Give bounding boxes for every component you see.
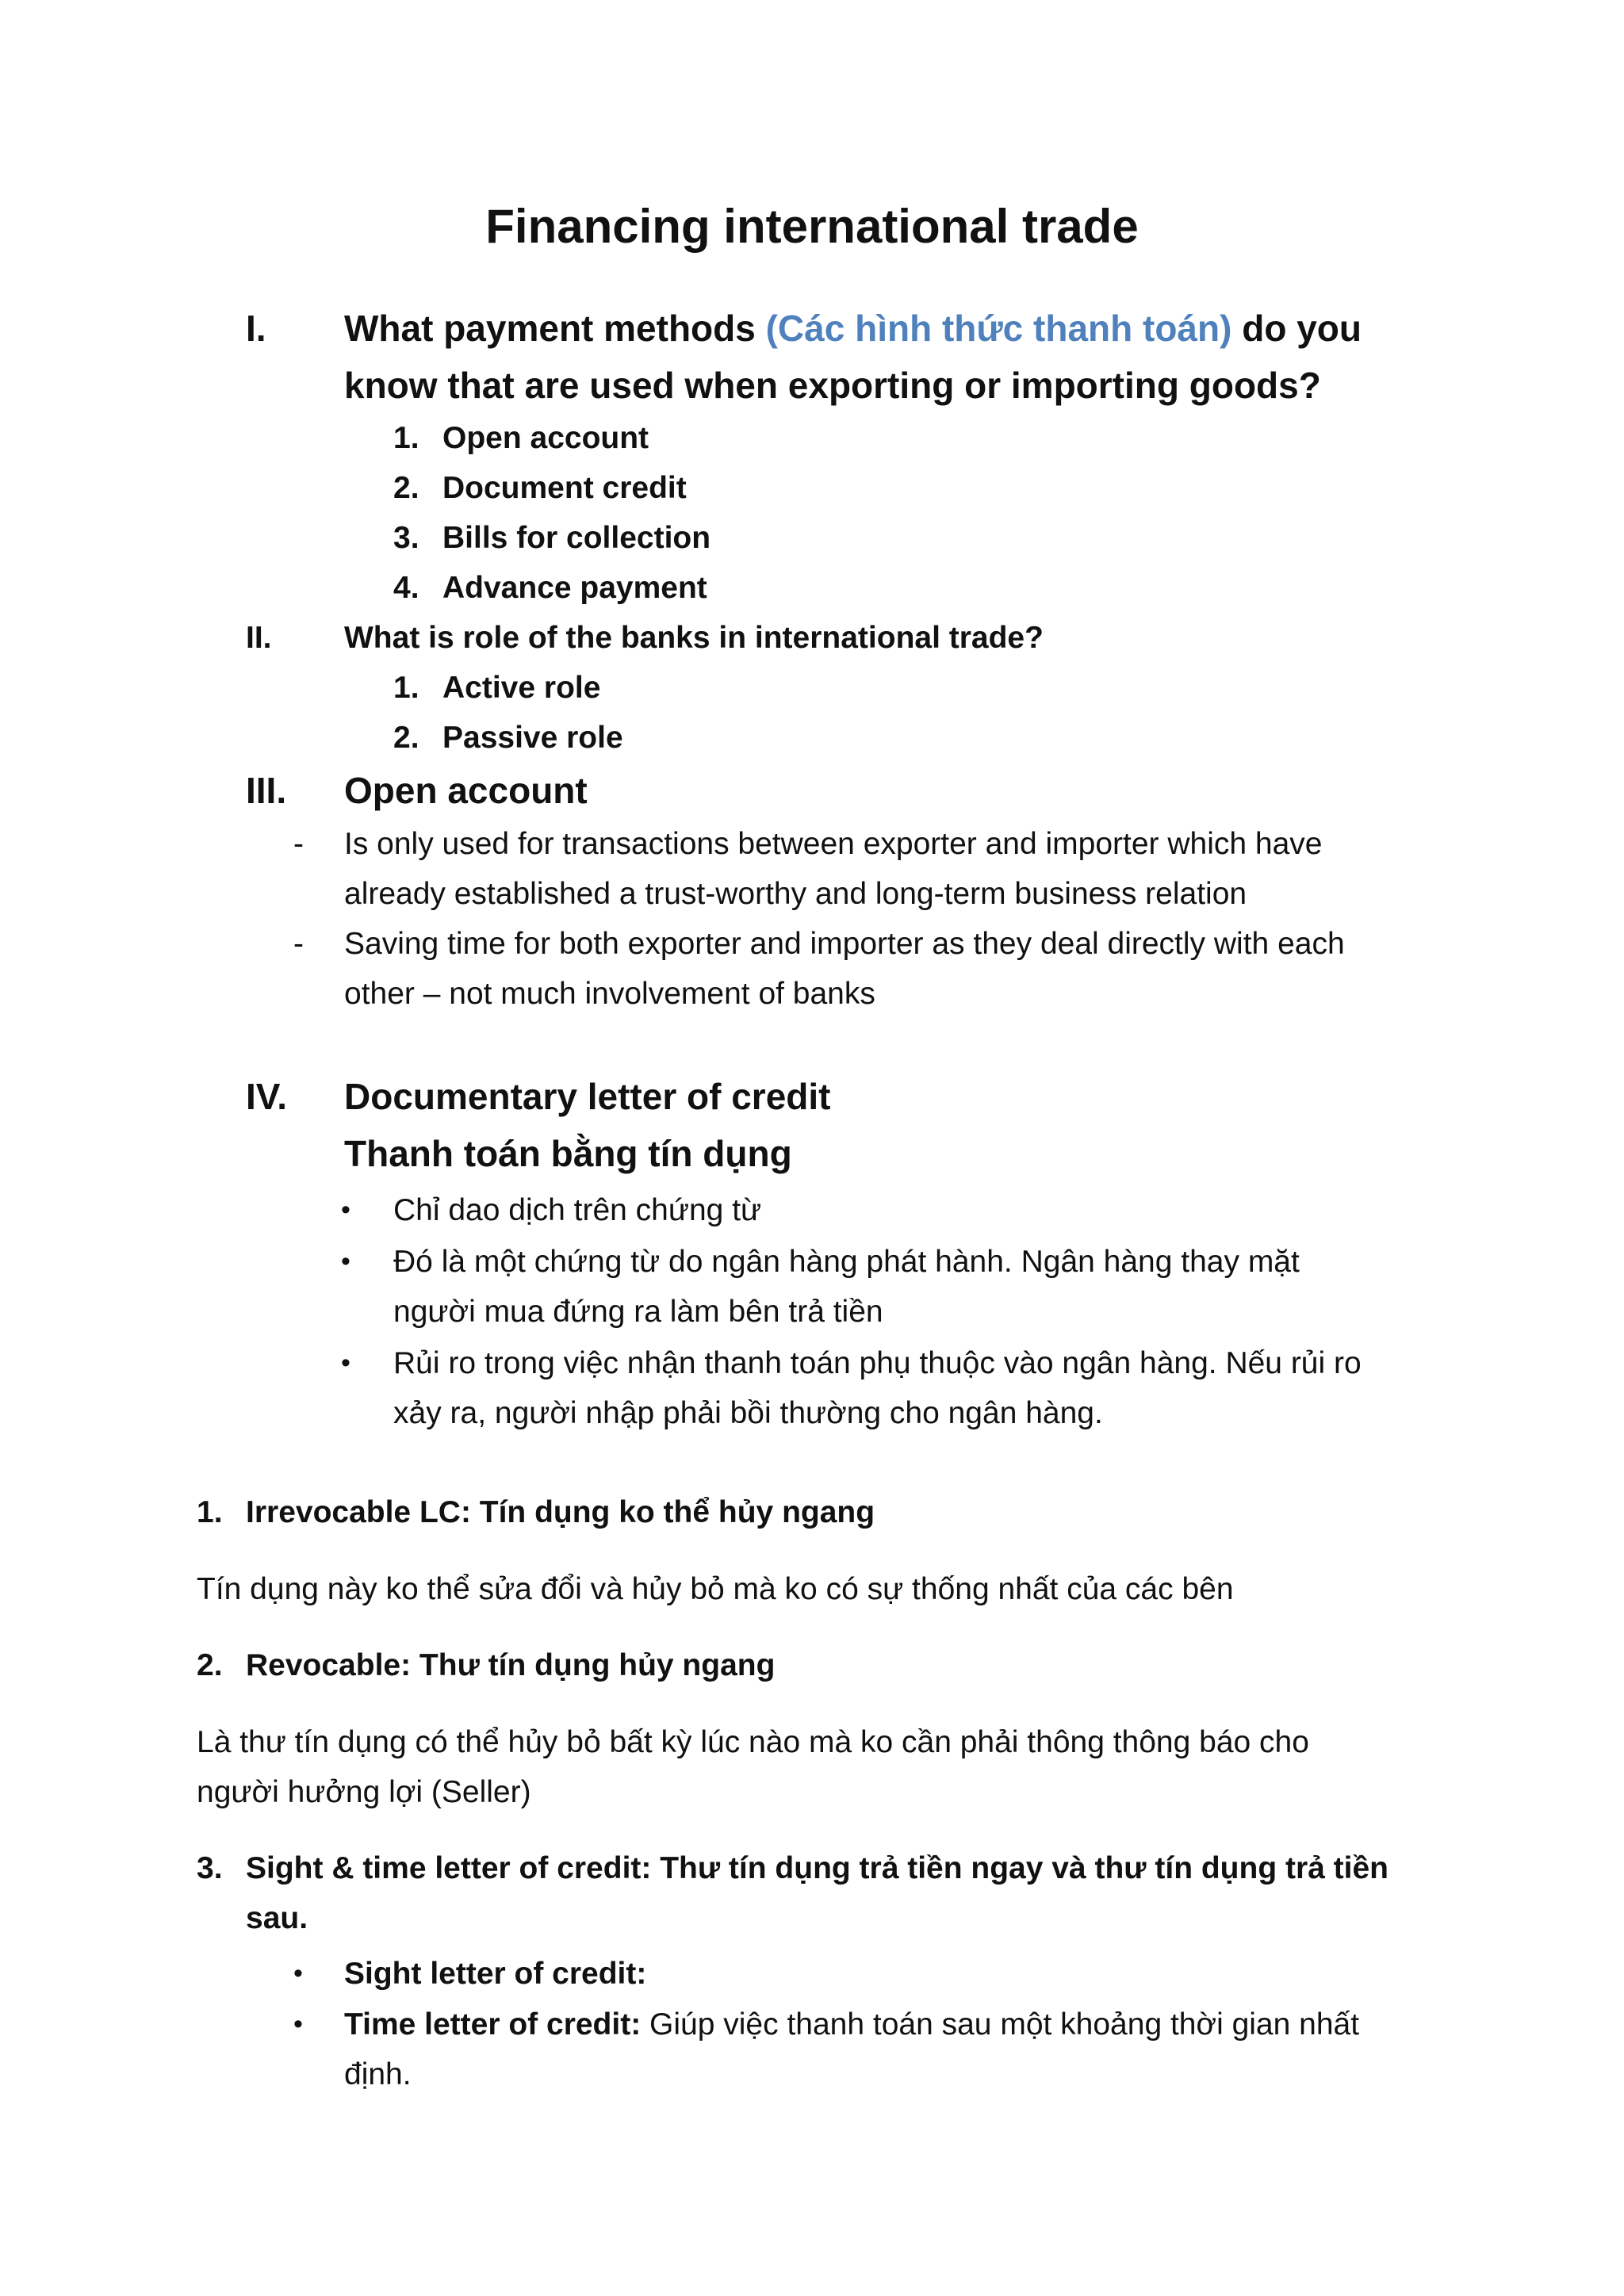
bullet-marker: • — [341, 1195, 350, 1225]
section-2-question: What is role of the banks in international trade? — [344, 621, 1044, 655]
list-text: Đó là một chứng từ do ngân hàng phát hành. Ngân hàng thay mặt người mua đứng ra làm bên trả tiền — [393, 1245, 1300, 1329]
list-item — [393, 463, 687, 513]
paragraph-irrevocable: Tín dụng này ko thể sửa đổi và hủy bỏ mà ko có sự thống nhất của các bên — [197, 1572, 1234, 1606]
list-item — [293, 919, 1419, 1019]
section-4-heading-vi: Thanh toán bằng tín dụng — [344, 1133, 792, 1174]
bullet-marker: • — [293, 1958, 303, 1988]
list-item — [393, 663, 600, 713]
subheading-text: Sight & time letter of credit: Thư tín dụng trả tiền ngay và thư tín dụng trả tiền sau. — [246, 1851, 1389, 1935]
list-item — [341, 1185, 1419, 1235]
bullet-marker: • — [341, 1246, 350, 1276]
list-item — [293, 1949, 1419, 1999]
paragraph-revocable: Là thư tín dụng có thể hủy bỏ bất kỳ lúc nào mà ko cần phải thông thông báo cho người hưởng lợi (Seller) — [197, 1725, 1309, 1809]
list-text: Saving time for both exporter and importer as they deal directly with each other – not much involvement of banks — [344, 927, 1345, 1011]
list-number: 1. — [393, 671, 419, 705]
section-4-heading-en: Documentary letter of credit — [344, 1076, 831, 1117]
section-1-numeral: I. — [246, 308, 266, 349]
list-text: Advance payment — [442, 571, 707, 605]
dash-marker: - — [293, 827, 304, 861]
subheading-number: 2. — [197, 1648, 223, 1682]
list-item — [393, 413, 649, 463]
section-1-question-end: do you — [1231, 308, 1362, 349]
list-text: Time letter of credit: Giúp việc thanh toán sau một khoảng thời gian nhất định. — [344, 2007, 1360, 2091]
list-text: Rủi ro trong việc nhận thanh toán phụ thuộc vào ngân hàng. Nếu rủi ro xảy ra, người nhập phải bồi thường cho ngân hàng. — [393, 1346, 1362, 1430]
list-text: Document credit — [442, 471, 687, 505]
section-3-heading: Open account — [344, 770, 588, 811]
list-item — [341, 1237, 1419, 1337]
list-number: 1. — [393, 421, 419, 455]
list-text: Chỉ dao dịch trên chứng từ — [393, 1193, 762, 1227]
list-number: 2. — [393, 721, 419, 755]
list-label: Sight letter of credit: — [344, 1957, 647, 1991]
subheading-number: 1. — [197, 1495, 223, 1529]
section-4-numeral: IV. — [246, 1076, 288, 1117]
section-2-numeral: II. — [246, 621, 272, 655]
list-item — [393, 513, 710, 563]
subheading-text: Irrevocable LC: Tín dụng ko thể hủy ngang — [246, 1495, 875, 1529]
list-text: Passive role — [442, 721, 623, 755]
section-1-question-start: What payment methods — [344, 308, 766, 349]
list-number: 2. — [393, 471, 419, 505]
list-text: Bills for collection — [442, 521, 711, 555]
section-4-heading — [344, 1068, 830, 1182]
section-1-question — [344, 300, 1454, 414]
list-text: Open account — [442, 421, 649, 455]
list-item — [341, 1338, 1419, 1438]
section-1-question-accent: (Các hình thức thanh toán) — [765, 308, 1232, 349]
document-title: Financing international trade — [485, 200, 1139, 253]
list-item — [393, 563, 707, 613]
subheading-revocable — [197, 1640, 1434, 1690]
section-1-question-line2: know that are used when exporting or importing goods? — [344, 365, 1321, 406]
list-number: 3. — [393, 521, 419, 555]
list-item — [293, 819, 1419, 919]
list-text: Active role — [442, 671, 601, 705]
list-number: 4. — [393, 571, 419, 605]
subheading-sight-time — [197, 1843, 1434, 1943]
list-item — [393, 713, 623, 763]
bullet-marker: • — [341, 1348, 350, 1378]
dash-marker: - — [293, 927, 304, 961]
subheading-irrevocable — [197, 1487, 1434, 1537]
subheading-text: Revocable: Thư tín dụng hủy ngang — [246, 1648, 776, 1682]
section-3-numeral: III. — [246, 770, 287, 811]
list-item — [293, 1999, 1419, 2099]
subheading-number: 3. — [197, 1851, 223, 1885]
list-text: Is only used for transactions between exporter and importer which have already established a trust-worthy and long-term business relation — [344, 827, 1323, 911]
bullet-marker: • — [293, 2009, 303, 2039]
